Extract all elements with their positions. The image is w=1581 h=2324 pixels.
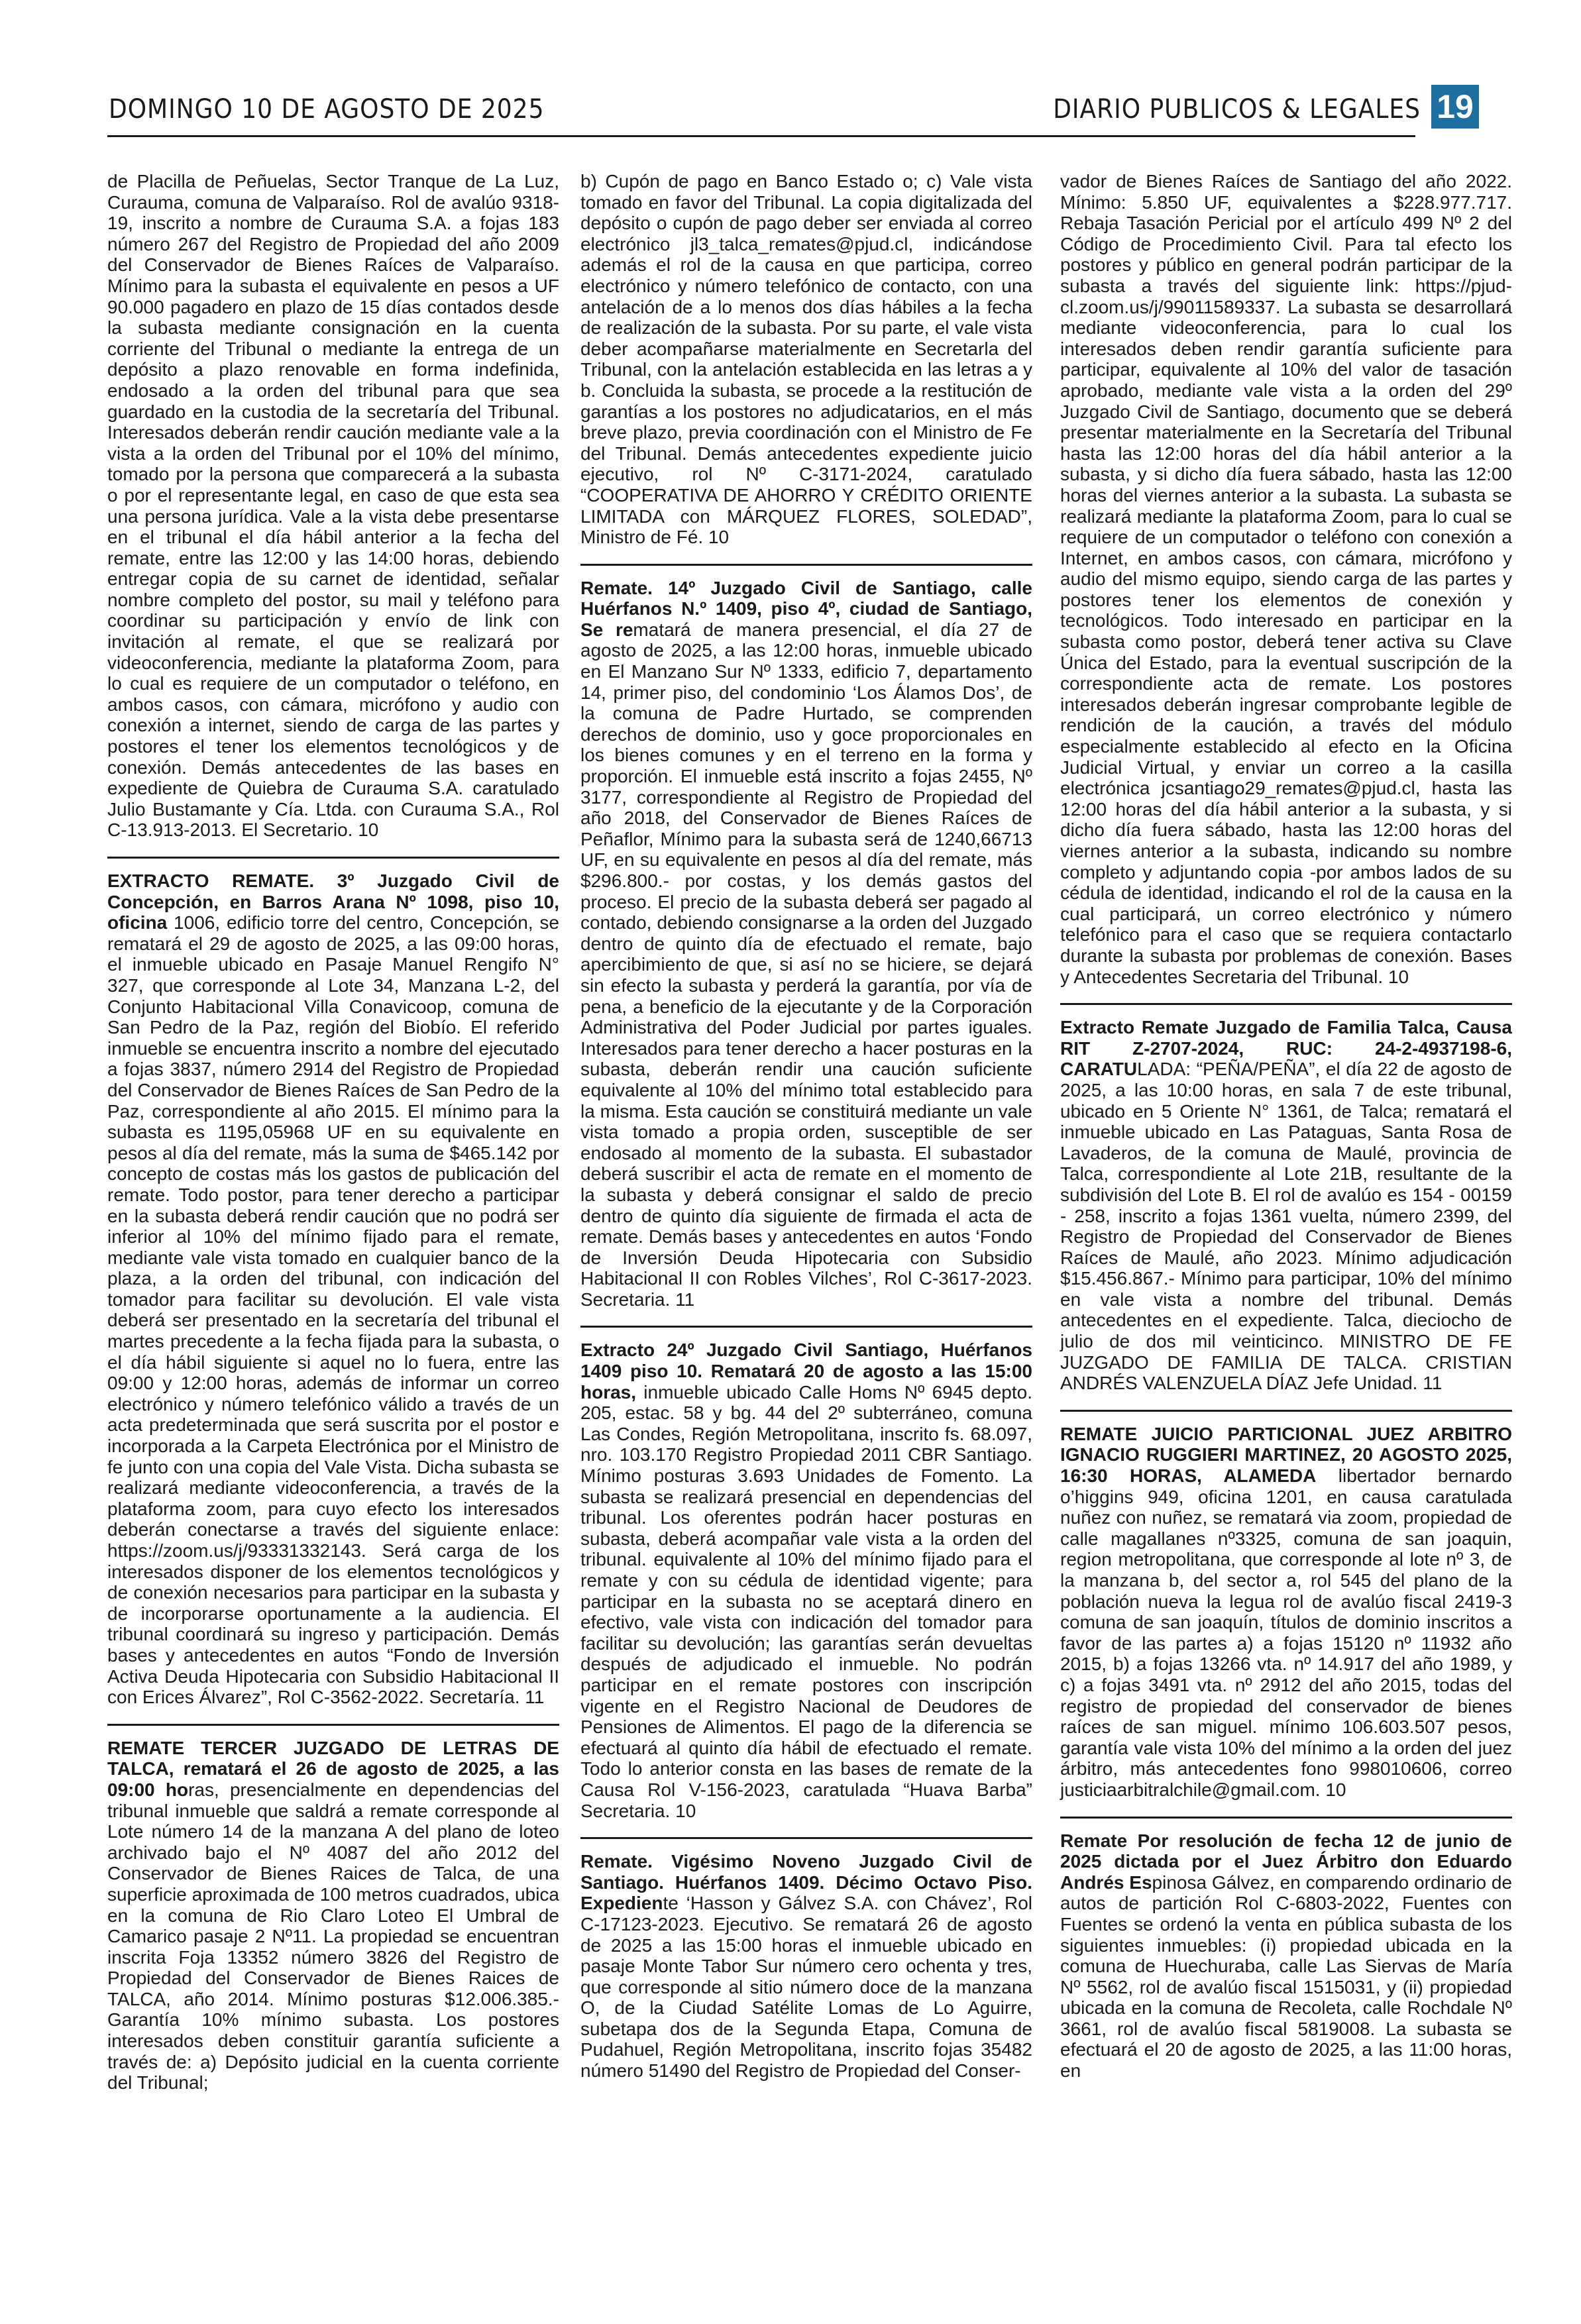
notice [1060,1830,1512,2091]
notice-separator [1060,1817,1512,1819]
column-2 [580,171,1032,2091]
notice-separator [580,564,1032,566]
notice-heading: Extracto Remate Juzgado de Familia Talca, Causa RIT Z-2707-2024, RUC: 24-2-4937198-6, CARATU [1060,1017,1512,1080]
notice-body: vador de Bienes Raíces de Santiago del año 2022. Mínimo: 5.850 UF, equivalentes a $228.977.717. Rebaja Tasación Pericial por el artículo 499 Nº 2 del Código de Procedimiento Civil. Para tal efecto los postores y público en general podrán participar de la subasta a través del siguiente link: https://pjud-cl.zoom.us/j/99011589337. La subasta se desarrollará mediante videoconferencia, para lo cual los interesados deben rendir garantía suficiente para participar, equivalente al 10% del valor de tasación aprobado, mediante vale vista a la orden del 29º Juzgado Civil de Santiago, documento que se deberá presentar materialmente en la Secretaría del Tribunal hasta las 12:00 horas del día hábil anterior a la subasta, y si dicho día fuera sábado, hasta las 12:00 horas del viernes anterior a la subasta. La subasta se realizará mediante la plataforma Zoom, para lo cual se requiere de un computador o teléfono con conexión a Internet, en ambos casos, con cámara, micrófono y audio del mismo equipo, siendo carga de las partes y postores tener los elementos de conexión y tecnológicos. Todo interesado en participar en la subasta como postor, deberá tener activa su Clave Única del Estado, para la eventual suscripción de la correspondiente acta de remate. Los postores interesados deberán ingresar comprobante legible de rendición de la caución, a través del módulo especialmente establecido al efecto en la Oficina Judicial Virtual, y enviar un correo a la casilla electrónica jcsantiago29_remates@pjud.cl, hasta las 12:00 horas del día hábil anterior a la subasta, y si dicho día fuera sábado, hasta las 12:00 horas del viernes anterior a la subasta, indicando su nombre completo y adjuntando copia -por ambos lados de su cédula de identidad, indicando el rol de la causa en la cual participará, un correo electrónico y número telefónico para el caso que se requiera contactarlo durante la subasta por problemas de conexión. Bases y Antecedentes Secretaria del Tribunal. 10 [1060,171,1512,987]
notice-body: 1006, edificio torre del centro, Concepción, se rematará el 29 de agosto de 2025, a las 09:00 horas, el inmueble ubicado en Pasaje Manuel Rengifo N° 327, que corresponde al Lote 34, Manzana L-2, del Conjunto Habitacional Villa Conavicoop, comuna de San Pedro de la Paz, región del Biobío. El referido inmueble se encuentra inscrito a nombre del ejecutado a fojas 3837, número 2914 del Registro de Propiedad del Conservador de Bienes Raíces de San Pedro de la Paz, correspondiente al año 2015. El mínimo para la subasta es 1195,05968 UF en su equivalente en pesos al día del remate, más la suma de $465.142 por concepto de costas más los gastos de publicación del remate. Todo postor, para tener derecho a participar en la subasta deberá rendir caución que no podrá ser inferior al 10% del mínimo fijado para el remate, mediante vale vista tomado en cualquier banco de la plaza, a la orden del tribunal, con indicación del tomador para facilitar su devolución. El vale vista deberá ser presentado en la secretaría del tribunal el martes precedente a la fecha fijada para la subasta, o el día hábil siguiente si aquel no lo fuera, entre las 09:00 y 12:00 horas, además de informar un correo electrónico y número telefónico válido a través de un acta predeterminada que será suscrita por el postor e incorporada a la Carpeta Electrónica por el Ministro de fe junto con una copia del Vale Vista. Dicha subasta se realizará mediante videoconferencia, a través de la plataforma zoom, para cuyo efecto los interesados deberán conectarse a través del siguiente enlace: https://zoom.us/j/93331332143. Será carga de los interesados disponer de los elementos tecnológicos y de conexión necesarios para participar en la subasta y de incorporarse oportunamente a la audiencia. El tribunal coordinará su ingreso y participación. Demás bases y antecedentes en autos “Fondo de Inversión Activa Deuda Hipotecaria con Subsidio Habitacional II con Erices Álvarez”, Rol C-3562-2022. Secretaría. 11 [107,912,559,1708]
notice-body: LADA: “PEÑA/PEÑA”, el día 22 de agosto de 2025, a las 10:00 horas, en sala 7 de este tribunal, ubicado en 5 Oriente N° 1361, de Talca; rematará el inmueble ubicado en Las Pataguas, Santa Rosa de Lavaderos, de la comuna de Maulé, provincia de Talca, correspondiente al Lote 21B, resultante de la subdivisión del Lote B. El rol de avalúo es 154 - 00159 - 258, inscrito a fojas 1361 vuelta, número 2399, del Registro de Propiedad del Conservador de Bienes Raíces de Maulé, año 2023. Mínimo adjudicación $15.456.867.- Mínimo para participar, 10% del mínimo en vale vista a nombre del tribunal. Demás antecedentes en el expediente. Talca, dieciocho de julio de dos mil veinticinco. MINISTRO DE FE JUZGADO DE FAMILIA DE TALCA. CRISTIAN ANDRÉS VALENZUELA DÍAZ Jefe Unidad. 11 [1060,1059,1512,1394]
header-rule [107,135,1415,137]
notice-separator [580,1837,1032,1839]
notice-body: de Placilla de Peñuelas, Sector Tranque de La Luz, Curauma, comuna de Valparaíso. Rol de avalúo 9318-19, inscrito a nombre de Curauma S.A. a fojas 183 número 267 del Registro de Propiedad del año 2009 del Conservador de Bienes Raíces de Valparaíso. Mínimo para la subasta el equivalente en pesos a UF 90.000 pagadero en plazo de 15 días contados desde la subasta mediante consignación en la cuenta corriente del Tribunal o mediante la entrega de un depósito a plazo renovable en forma indefinida, endosado a la orden del tribunal para que sea guardado en la custodia de la secretaría del Tribunal. Interesados deberán rendir caución mediante vale a la vista a la orden del Tribunal por el 10% del mínimo, tomado por la persona que comparecerá a la subasta o por el representante legal, en caso de que esta sea una persona jurídica. Vale a la vista debe presentarse en el tribunal el día hábil anterior a la fecha del remate, entre las 12:00 y las 14:00 horas, debiendo entregar copia de su carnet de identidad, señalar nombre completo del postor, su mail y teléfono para coordinar su participación y envío de link con invitación al remate, el que se realizará por videoconferencia, mediante la plataforma Zoom, para lo cual es requiere de un computador o teléfono, en ambos casos, con cámara, micrófono y audio con conexión a internet, siendo de carga de las partes y postores el tener los elementos tecnológicos y de conexión. Demás antecedentes de las bases en expediente de Quiebra de Curauma S.A. caratulado Julio Bustamante y Cía. Ltda. con Curauma S.A., Rol C-13.913-2013. El Secretario. 10 [107,171,559,841]
notice-heading: Remate. Vigésimo Noveno Juzgado Civil de Santiago. Huérfanos 1409. Décimo Octavo Piso. Expedien [580,1851,1032,1914]
notice-heading: Remate. 14º Juzgado Civil de Santiago, calle Huérfanos N.º 1409, piso 4º, ciudad de Santiago, Se re [580,577,1032,640]
notice-heading: REMATE JUICIO PARTICIONAL JUEZ ARBITRO IGNACIO RUGGIERI MARTINEZ, 20 AGOSTO 2025, 16:30 HORAS, ALAMEDA [1060,1423,1512,1487]
notice-heading: REMATE TERCER JUZGADO DE LETRAS DE TALCA, rematará el 26 de agosto de 2025, a las 09:00 ho [107,1737,559,1800]
notice-separator [107,1724,559,1726]
notice [580,578,1032,1320]
notice [1060,1017,1512,1403]
notice-body: libertador bernardo o’higgins 949, oficina 1201, en causa caratulada nuñez con nuñez, se rematará via zoom, propiedad de calle magallanes nº3325, comuna de san joaquin, region metropolitana, que corresponde al lote nº 3, de la manzana b, del sector a, rol 545 del plano de la población nueva la legua rol de avalúo fiscal 2419-3 comuna de san joaquín, títulos de dominio inscritos a favor de las partes a) a fojas 15120 nº 11932 año 2015, b) a fojas 13266 vta. nº 14.917 del año 1989, y c) a fojas 3491 vta. nº 2912 del año 2015, todas del registro de propiedad del conservador de bienes raíces de san miguel. mínimo 106.603.507 pesos, garantía vale vista 10% del mínimo a la orden del juez árbitro, más antecedentes fono 998010606, correo justiciaarbitralchile@gmail.com. 10 [1060,1465,1513,1800]
notice-heading: Remate Por resolución de fecha 12 de junio de 2025 dictada por el Juez Árbitro don Eduardo Andrés Es [1060,1830,1512,1893]
notice-body: te ‘Hasson y Gálvez S.A. con Chávez’, Rol C-17123-2023. Ejecutivo. Se rematará 26 de agosto de 2025 a las 15:00 horas el inmueble ubicado en pasaje Monte Tabor Sur número cero ochenta y tres, que corresponde al sitio número doce de la manzana O, de la Ciudad Satélite Lomas de Lo Aguirre, subetapa dos de la Segunda Etapa, Comuna de Pudahuel, Región Metropolitana, inscrito fojas 35482 número 51490 del Registro de Propiedad del Conser- [580,1893,1032,2082]
notice-body: matará de manera presencial, el día 27 de agosto de 2025, a las 12:00 horas, inmueble ubicado en El Manzano Sur Nº 1333, edificio 7, departamento 14, primer piso, del condominio ‘Los Álamos Dos’, de la comuna de Padre Hurtado, se comprenden derechos de dominio, uso y goce proporcionales en los bienes comunes y en el terreno en la forma y proporción. El inmueble está inscrito a fojas 2455, Nº 3177, correspondiente al Registro de Propiedad del año 2018, del Conservador de Bienes Raíces de Peñaflor, Mínimo para la subasta será de 1240,66713 UF, en su equivalente en pesos al día del remate, más $296.800.- por costas, y los demás gastos del proceso. El precio de la subasta deberá ser pagado al contado, debiendo consignarse a la orden del Juzgado dentro de quinto día de efectuado el remate, bajo apercibimiento de que, si así no se hiciere, se dejará sin efecto la subasta y perderá la garantía, por vía de pena, a beneficio de la ejecutante y de la Corporación Administrativa del Poder Judicial por partes iguales. Interesados para tener derecho a hacer posturas en la subasta, deberán rendir una caución suficiente equivalente al 10% del mínimo total establecido para la misma. Esta caución se constituirá mediante un vale vista tomado a propia orden, susceptible de ser endosado al momento de la subasta. El subastador deberá suscribir el acta de remate en el momento de la subasta y deberá consignar el saldo de precio dentro de quinto día siguiente de firmada el acta de remate. Demás bases y antecedentes en autos ‘Fondo de Inversión Deuda Hipotecaria con Subsidio Habitacional II con Robles Vilches’, Rol C-3617-2023. Secretaria. 11 [580,619,1032,1310]
notice [107,871,559,1717]
notice-body: ras, presencialmente en dependencias del tribunal inmueble que saldrá a remate corresponde al Lote número 14 de la manzana A del plano de loteo archivado bajo el Nº 4087 del año 2012 del Conservador de Bienes Raices de Talca, de una superficie aproximada de 100 metros cuadrados, ubica en la comuna de Rio Claro Loteo El Umbral de Camarico pasaje 2 Nº11. La propiedad se encuentran inscrita Foja 13352 número 3826 del Registro de Propiedad del Conservador de Bienes Raices de TALCA, año 2014. Mínimo posturas $12.006.385.- Garantía 10% mínimo subasta. Los postores interesados deben constituir garantía suficiente a través de: a) Depósito judicial en la cuenta corriente del Tribunal; [107,1779,559,2093]
notice-heading: EXTRACTO REMATE. 3º Juzgado Civil de Concepción, en Barros Arana Nº 1098, piso 10, oficina [107,871,559,933]
notice [1060,1424,1512,1810]
notice [107,171,559,850]
notice-body: inmueble ubicado Calle Homs Nº 6945 depto. 205, estac. 58 y bg. 44 del 2º subterráneo, comuna Las Condes, Región Metropolitana, inscrito fs. 68.097, nro. 103.170 Registro Propiedad 2011 CBR Santiago. Mínimo posturas 3.693 Unidades de Fomento. La subasta se realizará presencial en dependencias del tribunal. Los oferentes podrán hacer posturas en subasta, deberá acompañar vale vista a la orden del tribunal. equivalente al 10% del mínimo fijado para el remate y con su cédula de identidad vigente; para participar en la subasta no se aceptará dinero en efectivo, vale vista con indicación del tomador para facilitar su devolución; las garantías serán devueltas después de adjudicado el inmueble. No podrán participar en el remate postores con inscripción vigente en el Registro Nacional de Deudores de Pensiones de Alimentos. El pago de la diferencia se efectuará al quinto día hábil de efectuado el remate. Todo lo anterior consta en las bases de remate de la Causa Rol V-156-2023, caratulada “Huava Barba” Secretaria. 10 [580,1381,1032,1821]
page-number-badge: 19 [1431,85,1479,129]
notice [580,171,1032,557]
notice [580,1851,1032,2091]
notice-separator [1060,1003,1512,1005]
notice-body: b) Cupón de pago en Banco Estado o; c) Vale vista tomado en favor del Tribunal. La copia digitalizada del depósito o cupón de pago deber ser enviada al correo electrónico jl3_talca_remates@pjud.cl, indicándose además el rol de la causa en que participa, correo electrónico y número telefónico de contacto, con una antelación de a lo menos dos días hábiles a la fecha de realización de la subasta. Por su parte, el vale vista deber acompañarse materialmente en Secretarla del Tribunal, con la antelación establecida en las letras a y b. Concluida la subasta, se procede a la restitución de garantías a los postores no adjudicatarios, en el más breve plazo, previa coordinación con el Ministro de Fe del Tribunal. Demás antecedentes expediente juicio ejecutivo, rol Nº C-3171-2024, caratulado “COOPERATIVA DE AHORRO Y CRÉDITO ORIENTE LIMITADA con MÁRQUEZ FLORES, SOLEDAD”, Ministro de Fé. 10 [580,171,1032,548]
notice [1060,171,1512,996]
notice [107,1738,559,2103]
notice-separator [107,857,559,859]
notice [580,1340,1032,1830]
notice-separator [580,1326,1032,1328]
column-3 [1060,171,1512,2091]
page-header [107,82,1479,131]
column-1 [107,171,559,2103]
publication-name: DIARIO PUBLICOS & LEGALES [1053,94,1421,125]
notice-heading: Extracto 24º Juzgado Civil Santiago, Huérfanos 1409 piso 10. Rematará 20 de agosto a las 15:00 horas, [580,1340,1032,1402]
header-date: DOMINGO 10 DE AGOSTO DE 2025 [109,94,545,125]
notice-separator [1060,1410,1512,1412]
notice-body: pinosa Gálvez, en comparendo ordinario de autos de partición Rol C-6803-2022, Fuentes con Fuentes se ordenó la venta en pública subasta de los siguientes inmuebles: (i) propiedad ubicada en la comuna de Huechuraba, calle Las Siervas de María Nº 5562, rol de avalúo fiscal 1515031, y (ii) propiedad ubicada en la comuna de Recoleta, calle Rochdale Nº 3661, rol de avalúo fiscal 5819008. La subasta se efectuará el 20 de agosto de 2025, a las 11:00 horas, en [1060,1872,1512,2082]
